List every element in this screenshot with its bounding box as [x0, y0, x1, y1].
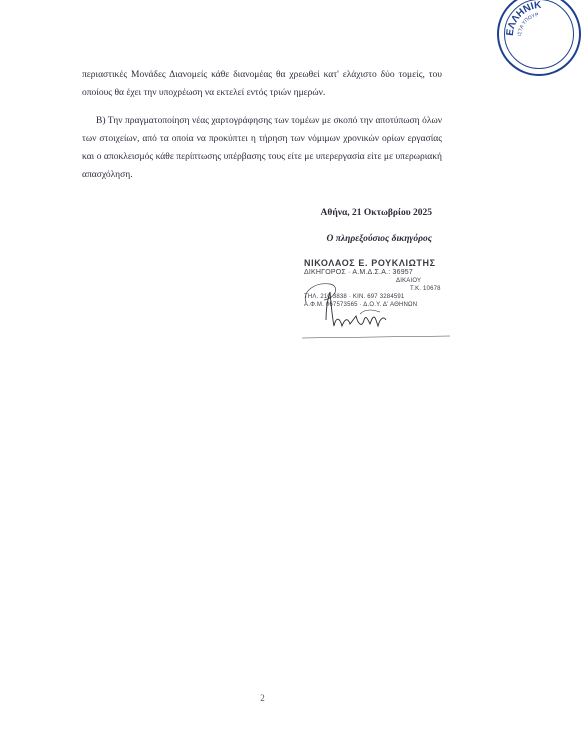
svg-text:ΕΛΛΗΝΙΚ: ΕΛΛΗΝΙΚ [504, 0, 542, 37]
stamp-name: ΝΙΚΟΛΑΟΣ Ε. ΡΟΥΚΛΙΩΤΗΣ [304, 258, 436, 268]
stamp-registration: ΔΙΚΗΓΟΡΟΣ · Α.Μ.Δ.Σ.Α.: 36957 [304, 269, 413, 276]
paragraph-2: Β) Την πραγματοποίηση νέας χαρτογράφησης των τομέων με σκοπό την αποτύπωση όλων των στοιχείων, από τα οποία να προκύπτει η τήρηση των νόμιμων χρονικών ορίων εργασίας και ο αποκλεισμός κάθε περίπτωσης υπέρβασης τους είτε με υπερεργασία είτε με υπερωριακή απασχόληση. [82, 116, 442, 180]
signer-title: Ο πληρεξούσιος δικηγόρος [326, 234, 432, 244]
seal-lettering [499, 0, 583, 78]
official-seal [497, 0, 581, 76]
date-line: Αθήνα, 21 Οκτωβρίου 2025 [320, 208, 432, 218]
stamp-line-3: ΔΙΚΑΙΟΥ [396, 278, 422, 284]
paragraph-1: περιαστικές Μονάδες Διανομείς κάθε διανομέας θα χρεωθεί κατ' ελάχιστο δύο τομείς, του οποίους θα έχει την υποχρέωση να εκτελεί εντός τριών ημερών. [82, 70, 442, 98]
stamp-postcode: Τ.Κ. 10678 [410, 286, 441, 292]
lawyer-stamp [300, 258, 450, 342]
handwritten-signature [300, 258, 450, 342]
page-number: 2 [260, 693, 265, 703]
stamp-phone: ΤΗΛ. 210 3838 · ΚΙΝ. 697 3284591 [304, 294, 405, 300]
stamp-tax-id: Α.Φ.Μ. 067573565 · Δ.Ο.Υ. Δ' ΑΘΗΝΩΝ [304, 302, 418, 308]
svg-text:ΙΣΤΑ ΥΠΟΥΡ: ΙΣΤΑ ΥΠΟΥΡ [516, 12, 540, 37]
